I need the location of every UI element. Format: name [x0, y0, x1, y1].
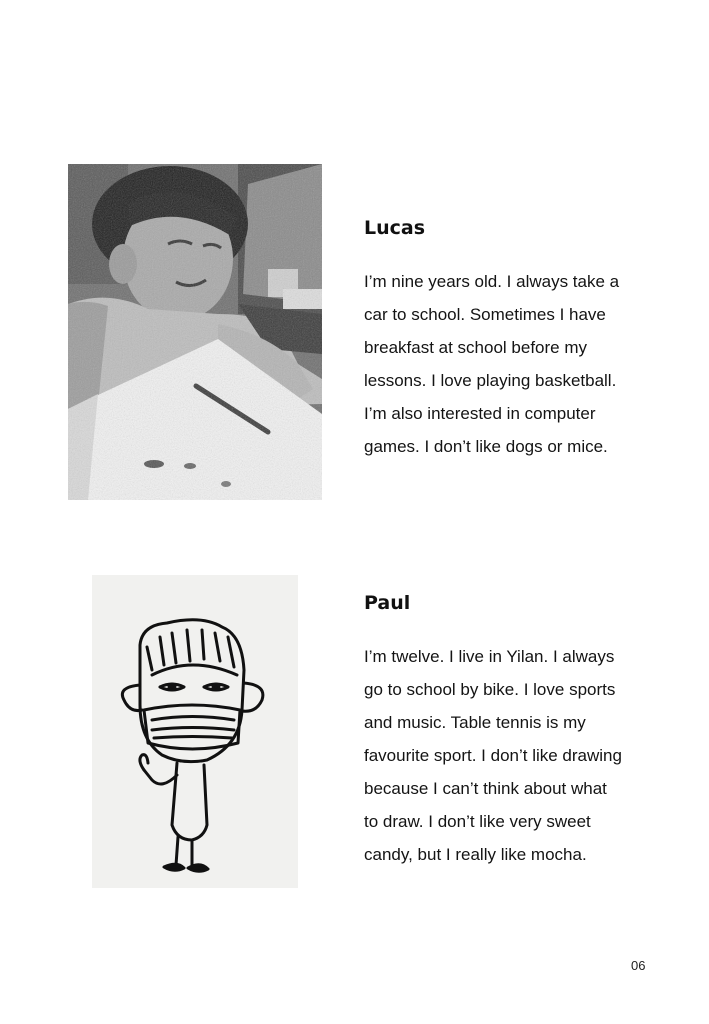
bio-line: I’m also interested in computer	[364, 404, 596, 423]
bio-line: candy, but I really like mocha.	[364, 845, 587, 864]
bio-line: car to school. Sometimes I have	[364, 305, 606, 324]
bio-line: and music. Table tennis is my	[364, 713, 586, 732]
paul-drawing	[92, 575, 298, 888]
bio-line: favourite sport. I don’t like drawing	[364, 746, 622, 765]
bio-line: breakfast at school before my	[364, 338, 588, 357]
paul-name: Paul	[364, 592, 411, 614]
lucas-name: Lucas	[364, 217, 426, 239]
bio-line: lessons. I love playing basketball.	[364, 371, 617, 390]
bio-line: to draw. I don’t like very sweet	[364, 812, 591, 831]
page-number: 06	[631, 958, 646, 973]
paul-bio	[364, 640, 664, 871]
bio-line: I’m twelve. I live in Yilan. I always	[364, 647, 615, 666]
bio-line: I’m nine years old. I always take a	[364, 272, 620, 291]
lucas-photo	[68, 164, 322, 500]
lucas-bio	[364, 265, 664, 463]
bio-line: go to school by bike. I love sports	[364, 680, 616, 699]
bio-line: because I can’t think about what	[364, 779, 607, 798]
bio-line: games. I don’t like dogs or mice.	[364, 437, 608, 456]
